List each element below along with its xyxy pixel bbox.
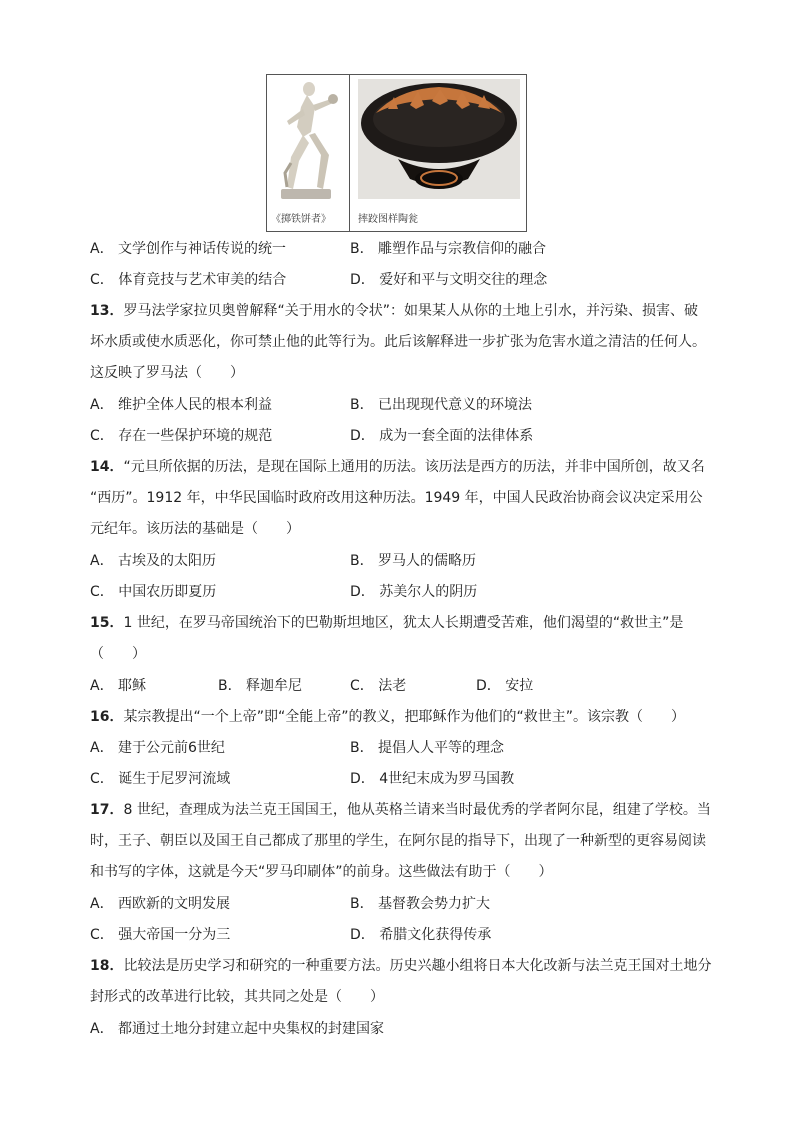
q15-number: 15． <box>90 615 124 631</box>
q13-stem-line-1 <box>90 302 698 320</box>
discobolus-panel <box>267 75 350 231</box>
q17-stem-line-1 <box>90 801 711 819</box>
q13-stem-line-2: 坏水质或使水质恶化，你可禁止他的此等行为。此后该解释进一步扩张为危害水道之清洁的任何人。 <box>90 334 706 350</box>
q17-option-a: A． 西欧新的文明发展 <box>90 896 231 912</box>
q14-stem-line-2: “西历”。1912 年，中华民国临时政府改用这种历法。1949 年，中国人民政治协商会议决定采用公 <box>90 490 703 506</box>
q15-text-1: 1 世纪，在罗马帝国统治下的巴勒斯坦地区，犹太人长期遭受苦难，他们渴望的“救世主”是 <box>123 615 684 631</box>
q17-option-d: D． 希腊文化获得传承 <box>350 927 492 943</box>
q17-option-c: C． 强大帝国一分为三 <box>90 927 231 943</box>
q18-option-a: A． 都通过土地分封建立起中央集权的封建国家 <box>90 1021 385 1037</box>
q16-number: 16． <box>90 709 124 725</box>
q13-stem-line-3: 这反映了罗马法（ ） <box>90 365 244 381</box>
q13-number: 13． <box>90 303 124 319</box>
q15-option-d: D． 安拉 <box>476 678 534 694</box>
figure-caption-right: 摔跤图样陶瓮 <box>358 214 418 225</box>
q12-option-b: B． 雕塑作品与宗教信仰的融合 <box>350 241 547 257</box>
q14-stem-line-3: 元纪年。该历法的基础是（ ） <box>90 521 300 537</box>
q14-option-d: D． 苏美尔人的阴历 <box>350 584 478 600</box>
q14-text-1: “元旦所依据的历法，是现在国际上通用的历法。该历法是西方的历法，并非中国所创，故又名 <box>123 459 705 475</box>
q17-text-1: 8 世纪，查理成为法兰克王国国王，他从英格兰请来当时最优秀的学者阿尔昆，组建了学校。当 <box>123 802 711 818</box>
q15-option-c: C． 法老 <box>350 678 407 694</box>
q16-option-c: C． 诞生于尼罗河流域 <box>90 771 231 787</box>
q15-option-b: B． 释迦牟尼 <box>218 678 303 694</box>
q15-stem-line-2: （ ） <box>90 646 146 662</box>
q15-stem-line-1 <box>90 614 683 632</box>
q18-stem-line-2: 封形式的改革进行比较，其共同之处是（ ） <box>90 989 384 1005</box>
q12-option-c: C． 体育竞技与艺术审美的结合 <box>90 272 287 288</box>
q18-text-1: 比较法是历史学习和研究的一种重要方法。历史兴趣小组将日本大化改新与法兰克王国对土地分 <box>123 958 712 974</box>
q14-number: 14． <box>90 459 124 475</box>
q13-option-c: C． 存在一些保护环境的规范 <box>90 428 273 444</box>
q14-option-c: C． 中国农历即夏历 <box>90 584 217 600</box>
q18-stem-line-1 <box>90 957 711 975</box>
q12-option-a: A． 文学创作与神话传说的统一 <box>90 241 287 257</box>
q12-option-d: D． 爱好和平与文明交往的理念 <box>350 272 548 288</box>
q16-option-d: D． 4世纪末成为罗马国教 <box>350 771 515 787</box>
question-figure <box>266 74 527 232</box>
q14-stem-line-1 <box>90 458 705 476</box>
q13-option-a: A． 维护全体人民的根本利益 <box>90 397 273 413</box>
q16-text-1: 某宗教提出“一个上帝”即“全能上帝”的教义，把耶稣作为他们的“救世主”。该宗教（ ） <box>123 709 685 725</box>
wrestling-vase-image <box>358 79 520 199</box>
q13-option-d: D． 成为一套全面的法律体系 <box>350 428 534 444</box>
q17-number: 17． <box>90 802 124 818</box>
q13-text-1: 罗马法学家拉贝奥曾解释“关于用水的令状”：如果某人从你的土地上引水，并污染、损害、破 <box>123 303 698 319</box>
q17-option-b: B． 基督教会势力扩大 <box>350 896 491 912</box>
q14-option-b: B． 罗马人的儒略历 <box>350 553 477 569</box>
q16-option-b: B． 提倡人人平等的理念 <box>350 740 505 756</box>
q16-option-a: A． 建于公元前6世纪 <box>90 740 225 756</box>
vase-panel <box>350 75 526 231</box>
q15-option-a: A． 耶稣 <box>90 678 147 694</box>
q17-stem-line-3: 和书写的字体，这就是今天“罗马印刷体”的前身。这些做法有助于（ ） <box>90 864 553 880</box>
discobolus-statue-image <box>273 77 343 207</box>
q13-option-b: B． 已出现现代意义的环境法 <box>350 397 533 413</box>
q17-stem-line-2: 时，王子、朝臣以及国王自己都成了那里的学生，在阿尔昆的指导下，出现了一种新型的更容易阅读 <box>90 833 706 849</box>
q14-option-a: A． 古埃及的太阳历 <box>90 553 217 569</box>
figure-caption-left: 《掷铁饼者》 <box>271 214 331 225</box>
q18-number: 18． <box>90 958 124 974</box>
q16-stem-line-1 <box>90 708 685 726</box>
